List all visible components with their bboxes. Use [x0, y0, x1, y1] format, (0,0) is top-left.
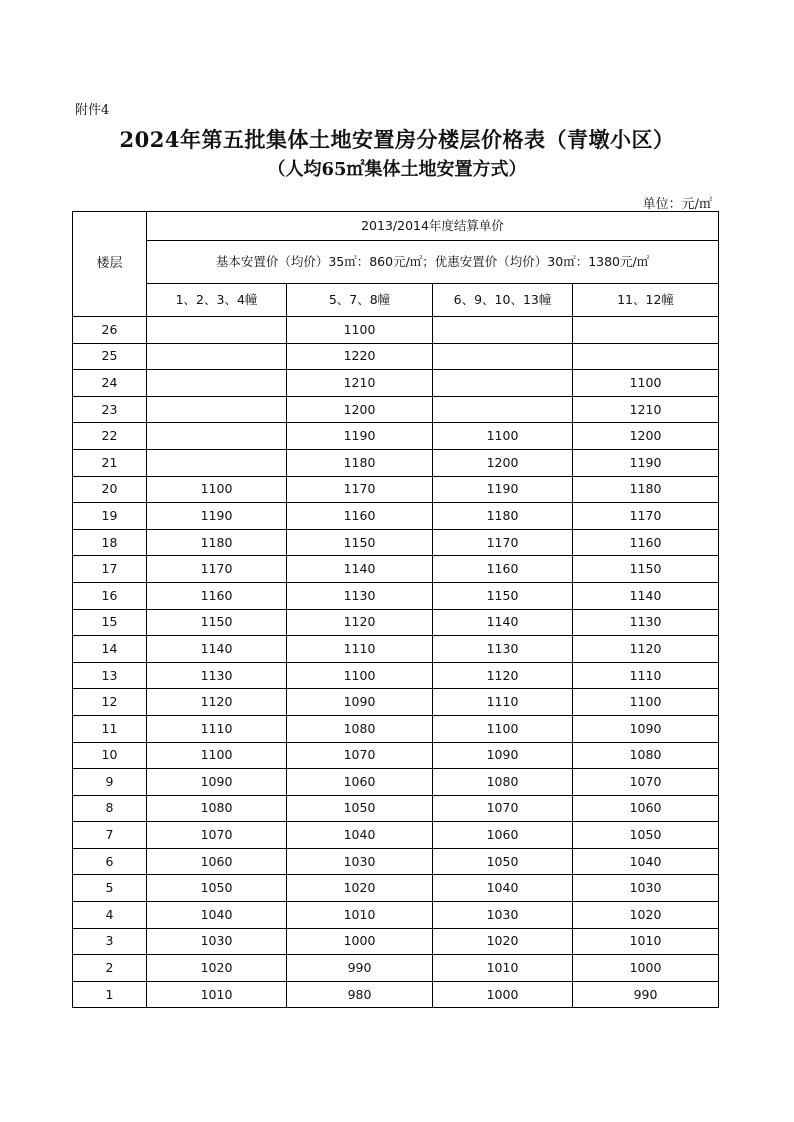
floor-cell: 9	[73, 769, 147, 796]
price-cell: 1040	[147, 902, 287, 929]
price-cell	[147, 449, 287, 476]
price-cell: 1020	[147, 955, 287, 982]
table-body	[73, 317, 719, 1008]
price-cell: 1150	[287, 529, 433, 556]
price-cell: 1180	[433, 503, 573, 530]
price-cell: 1050	[573, 822, 719, 849]
price-cell: 1190	[287, 423, 433, 450]
price-cell: 1050	[433, 848, 573, 875]
column-header: 11、12幢	[573, 284, 719, 317]
price-cell	[433, 343, 573, 370]
table-row	[73, 689, 719, 716]
table-row	[73, 715, 719, 742]
price-cell: 1080	[287, 715, 433, 742]
table-row	[73, 769, 719, 796]
price-cell: 1080	[147, 795, 287, 822]
price-cell: 1180	[573, 476, 719, 503]
table-row	[73, 370, 719, 397]
price-cell: 1100	[147, 476, 287, 503]
price-cell: 1080	[433, 769, 573, 796]
table-row	[73, 396, 719, 423]
price-cell	[147, 370, 287, 397]
price-cell: 1170	[573, 503, 719, 530]
attachment-label: 附件4	[75, 103, 110, 118]
price-cell: 1010	[287, 902, 433, 929]
price-cell: 1000	[573, 955, 719, 982]
price-cell: 1210	[573, 396, 719, 423]
price-cell: 1190	[147, 503, 287, 530]
price-cell: 1150	[147, 609, 287, 636]
price-cell: 1160	[287, 503, 433, 530]
price-cell: 1070	[147, 822, 287, 849]
table-row	[73, 449, 719, 476]
price-cell: 990	[573, 981, 719, 1008]
floor-cell: 15	[73, 609, 147, 636]
price-cell: 1130	[287, 582, 433, 609]
floor-cell: 7	[73, 822, 147, 849]
price-cell	[433, 370, 573, 397]
price-note: 基本安置价（均价）35㎡：860元/㎡；优惠安置价（均价）30㎡：1380元/㎡	[147, 241, 719, 284]
floor-cell: 25	[73, 343, 147, 370]
price-cell: 1040	[573, 848, 719, 875]
floor-cell: 12	[73, 689, 147, 716]
price-cell: 1070	[287, 742, 433, 769]
price-cell: 1200	[433, 449, 573, 476]
price-cell: 1090	[147, 769, 287, 796]
price-cell: 980	[287, 981, 433, 1008]
price-cell	[573, 317, 719, 344]
price-cell: 1150	[573, 556, 719, 583]
price-cell: 1190	[433, 476, 573, 503]
unit-label: 单位：元/㎡	[642, 197, 712, 212]
price-cell: 1050	[287, 795, 433, 822]
price-cell: 1090	[287, 689, 433, 716]
price-cell: 1100	[573, 370, 719, 397]
price-cell: 1060	[147, 848, 287, 875]
price-cell: 1020	[287, 875, 433, 902]
price-cell: 1110	[573, 662, 719, 689]
price-cell	[433, 396, 573, 423]
floor-cell: 4	[73, 902, 147, 929]
table-row	[73, 848, 719, 875]
price-cell: 1100	[147, 742, 287, 769]
table-row	[73, 343, 719, 370]
table-row	[73, 981, 719, 1008]
table-row	[73, 928, 719, 955]
floor-header: 楼层	[73, 212, 147, 317]
page-title: 2024年第五批集体土地安置房分楼层价格表（青墩小区）	[119, 127, 675, 152]
table-row	[73, 529, 719, 556]
price-cell: 1120	[573, 636, 719, 663]
price-cell: 1130	[573, 609, 719, 636]
price-cell: 1140	[433, 609, 573, 636]
table-row	[73, 503, 719, 530]
table-row	[73, 609, 719, 636]
price-cell: 1130	[433, 636, 573, 663]
price-cell: 1100	[433, 715, 573, 742]
price-cell: 1010	[433, 955, 573, 982]
column-header: 1、2、3、4幢	[147, 284, 287, 317]
price-cell: 1100	[433, 423, 573, 450]
price-cell: 1060	[573, 795, 719, 822]
price-cell: 1100	[573, 689, 719, 716]
price-cell: 1160	[573, 529, 719, 556]
floor-cell: 11	[73, 715, 147, 742]
floor-cell: 20	[73, 476, 147, 503]
price-cell: 1030	[573, 875, 719, 902]
price-cell: 1000	[287, 928, 433, 955]
price-cell: 1090	[573, 715, 719, 742]
price-cell: 1180	[147, 529, 287, 556]
floor-cell: 1	[73, 981, 147, 1008]
floor-cell: 24	[73, 370, 147, 397]
floor-cell: 6	[73, 848, 147, 875]
floor-cell: 26	[73, 317, 147, 344]
table-row	[73, 423, 719, 450]
floor-cell: 10	[73, 742, 147, 769]
table-row	[73, 742, 719, 769]
price-cell: 1100	[287, 317, 433, 344]
price-cell: 1070	[433, 795, 573, 822]
floor-cell: 16	[73, 582, 147, 609]
price-cell: 1120	[147, 689, 287, 716]
price-cell: 1170	[287, 476, 433, 503]
price-cell: 1190	[573, 449, 719, 476]
floor-cell: 22	[73, 423, 147, 450]
price-cell: 1060	[433, 822, 573, 849]
price-cell: 1090	[433, 742, 573, 769]
price-cell: 1110	[147, 715, 287, 742]
price-cell: 1010	[573, 928, 719, 955]
table-row	[73, 902, 719, 929]
price-cell: 1120	[287, 609, 433, 636]
price-cell: 1030	[433, 902, 573, 929]
price-cell: 1080	[573, 742, 719, 769]
price-cell: 1140	[573, 582, 719, 609]
table-row	[73, 476, 719, 503]
floor-cell: 18	[73, 529, 147, 556]
price-cell	[573, 343, 719, 370]
price-cell	[147, 317, 287, 344]
table-row	[73, 875, 719, 902]
price-cell: 1040	[433, 875, 573, 902]
price-cell: 1200	[573, 423, 719, 450]
floor-cell: 19	[73, 503, 147, 530]
price-cell: 1070	[573, 769, 719, 796]
price-cell	[147, 343, 287, 370]
price-cell: 1020	[573, 902, 719, 929]
price-cell: 1000	[433, 981, 573, 1008]
price-cell: 990	[287, 955, 433, 982]
price-cell: 1040	[287, 822, 433, 849]
price-cell: 1100	[287, 662, 433, 689]
column-header: 5、7、8幢	[287, 284, 433, 317]
price-cell: 1170	[433, 529, 573, 556]
price-cell: 1130	[147, 662, 287, 689]
table-row	[73, 556, 719, 583]
floor-cell: 5	[73, 875, 147, 902]
price-cell: 1160	[147, 582, 287, 609]
price-cell: 1210	[287, 370, 433, 397]
price-cell: 1170	[147, 556, 287, 583]
price-cell: 1180	[287, 449, 433, 476]
floor-cell: 13	[73, 662, 147, 689]
price-cell: 1050	[147, 875, 287, 902]
floor-cell: 14	[73, 636, 147, 663]
price-cell	[147, 423, 287, 450]
floor-cell: 23	[73, 396, 147, 423]
price-cell: 1110	[433, 689, 573, 716]
price-cell	[147, 396, 287, 423]
floor-cell: 3	[73, 928, 147, 955]
floor-cell: 8	[73, 795, 147, 822]
price-cell: 1030	[287, 848, 433, 875]
price-cell	[433, 317, 573, 344]
price-cell: 1220	[287, 343, 433, 370]
price-cell: 1140	[287, 556, 433, 583]
price-cell: 1020	[433, 928, 573, 955]
table-row	[73, 662, 719, 689]
price-cell: 1010	[147, 981, 287, 1008]
floor-cell: 2	[73, 955, 147, 982]
price-cell: 1120	[433, 662, 573, 689]
price-cell: 1160	[433, 556, 573, 583]
price-cell: 1060	[287, 769, 433, 796]
price-cell: 1030	[147, 928, 287, 955]
price-cell: 1150	[433, 582, 573, 609]
table-row	[73, 317, 719, 344]
price-cell: 1110	[287, 636, 433, 663]
floor-cell: 21	[73, 449, 147, 476]
table-row	[73, 636, 719, 663]
table-row	[73, 822, 719, 849]
page-subtitle: （人均65㎡集体土地安置方式）	[267, 159, 527, 180]
table-row	[73, 955, 719, 982]
price-table	[72, 211, 719, 1008]
price-cell: 1140	[147, 636, 287, 663]
floor-cell: 17	[73, 556, 147, 583]
table-row	[73, 582, 719, 609]
table-row	[73, 795, 719, 822]
price-cell: 1200	[287, 396, 433, 423]
group-header: 2013/2014年度结算单价	[147, 212, 719, 241]
column-header: 6、9、10、13幢	[433, 284, 573, 317]
